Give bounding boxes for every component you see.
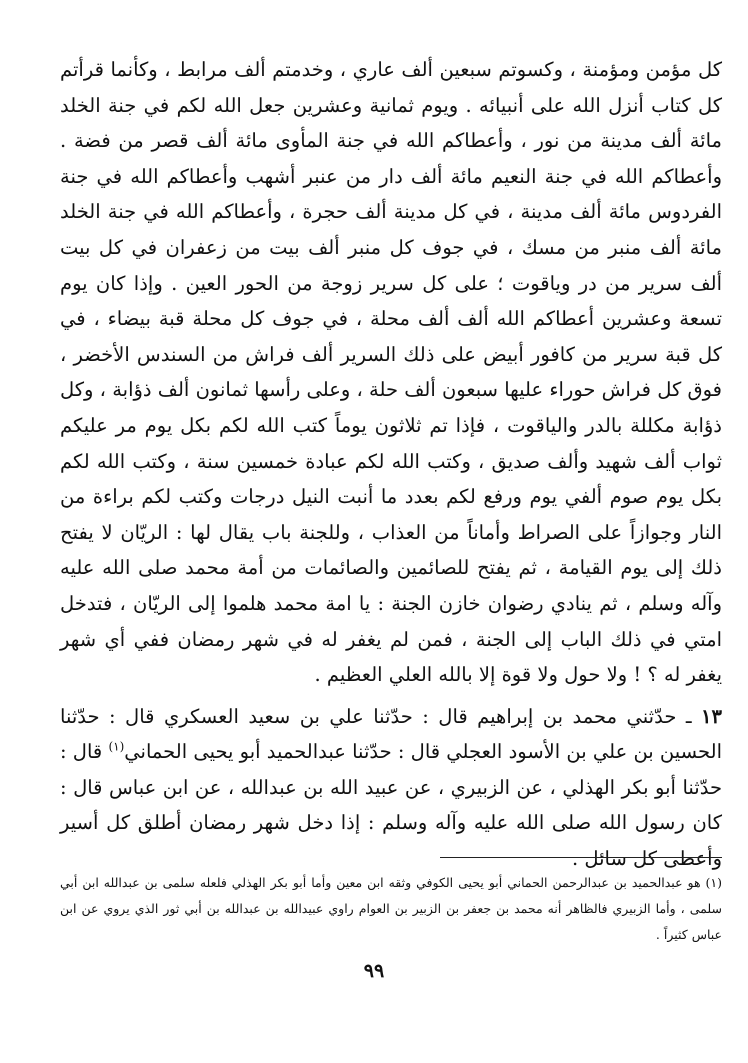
hadith-13	[60, 699, 722, 877]
footnote-1: (١) هو عبدالحميد بن عبدالرحمن الحماني أبو يحيى الكوفي وثقه ابن معين وأما أبو بكر الهذلي فلعله سلمى بن عبدالله ابن أبي سلمى ، وأما الزبيري فالظاهر أنه محمد بن جعفر بن الزبير بن العوام راوي عبيدالله بن عبدالله بن أبي ثور الذي يروي عن ابن عباس كثيراً .	[60, 875, 722, 942]
footnotes	[60, 870, 722, 948]
main-text	[60, 52, 722, 877]
page-number: ٩٩	[363, 960, 385, 982]
paragraph-1: كل مؤمن ومؤمنة ، وكسوتم سبعين ألف عاري ، وخدمتم ألف مرابط ، وكأنما قرأتم كل كتاب أنزل الله على أنبيائه . ويوم ثمانية وعشرين جعل الله لكم في جنة الخلد مائة ألف مدينة من نور ، وأعطاكم الله في جنة المأوى مائة ألف قصر من فضة . وأعطاكم الله في جنة النعيم مائة ألف دار من عنبر أشهب وأعطاكم الله في جنة الفردوس مائة ألف مدينة ، في كل مدينة ألف حجرة ، وأعطاكم الله في جنة الخلد مائة ألف منبر من مسك ، في جوف كل منبر ألف بيت من زعفران في كل بيت ألف سرير من در وياقوت ؛ على كل سرير زوجة من الحور العين . وإذا كان يوم تسعة وعشرين أعطاكم الله ألف ألف محلة ، في جوف كل محلة قبة بيضاء ، في كل قبة سرير من كافور أبيض على ذلك السرير ألف فراش من السندس الأخضر ، فوق كل فراش حوراء عليها سبعون ألف حلة ، وعلى رأسها ثمانون ألف ذؤابة ، وكل ذؤابة مكللة بالدر والياقوت ، فإذا تم ثلاثون يوماً كتب الله لكم بكل يوم مر عليكم ثواب ألف شهيد وألف صديق ، وكتب الله لكم عبادة خمسين سنة ، وكتب الله لكم بكل يوم صوم ألفي يوم ورفع لكم بعدد ما أنبت النيل درجات وكتب لكم براءة من النار وجوازاً على الصراط وأماناً من العذاب ، وللجنة باب يقال لها : الريّان لا يفتح ذلك إلى يوم القيامة ، ثم يفتح للصائمين والصائمات من أمة محمد صلى الله عليه وآله وسلم ، ثم ينادي رضوان خازن الجنة : يا امة محمد هلموا إلى الريّان ، فتدخل امتي في ذلك الباب إلى الجنة ، فمن لم يغفر له في شهر رمضان ففي أي شهر يغفر له ؟ ! ولا حول ولا قوة إلا بالله العلي العظيم .	[60, 58, 722, 687]
hadith-text-part-1: ـ حدّثني محمد بن إبراهيم قال : حدّثنا علي بن سعيد العسكري قال : حدّثنا الحسين بن علي بن الأسود العجلي قال : حدّثنا عبدالحميد أبو يحيى الحماني	[60, 704, 723, 764]
footnote-divider	[440, 857, 722, 858]
hadith-text-part-2: قال : حدّثنا أبو بكر الهذلي ، عن الزبيري ، عن عبيد الله بن عبدالله ، عن ابن عباس قال : كان رسول الله صلى الله عليه وآله وسلم : إذا دخل شهر رمضان أطلق كل أسير وأعطى كل سائل .	[60, 740, 722, 871]
hadith-number: ١٣	[701, 704, 722, 728]
footnote-reference: (١)	[108, 739, 125, 754]
